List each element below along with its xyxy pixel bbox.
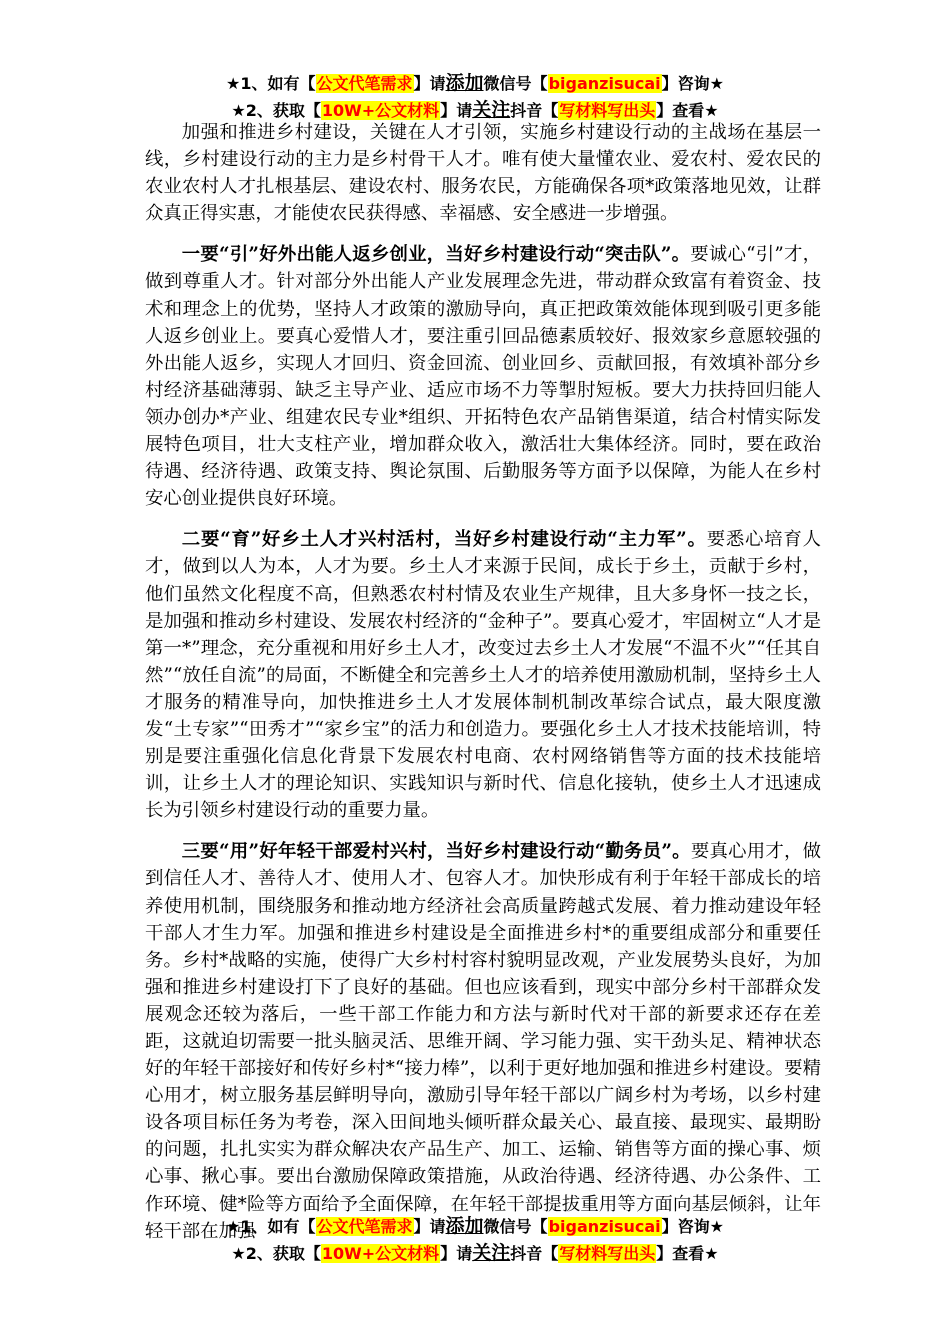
- promo-text: 】咨询★: [661, 74, 724, 93]
- promo-line-1: [0, 70, 950, 97]
- promo-text: ★2、获取【: [231, 1244, 321, 1263]
- promo-highlight-materials: 10W+公文材料: [321, 101, 440, 120]
- promo-text: 抖音【: [510, 1244, 559, 1263]
- promo-text: 】请: [413, 1217, 446, 1236]
- promo-underlined-word: 关注: [472, 1242, 511, 1264]
- section-heading-1: 一要“引”好外出能人返乡创业，当好乡村建设行动“突击队”。: [181, 244, 691, 266]
- promo-highlight-service: 公文代笔需求: [316, 1217, 413, 1236]
- promo-line-2: [0, 1240, 950, 1267]
- promo-text: 】咨询★: [661, 1217, 724, 1236]
- promo-text: 】查看★: [656, 101, 719, 120]
- promo-underlined-word: 关注: [472, 99, 511, 121]
- promo-text: ★1、如有【: [226, 1217, 316, 1236]
- section-heading-3: 三要“用”好年轻干部爱村兴村，当好乡村建设行动“勤务员”。: [181, 841, 691, 863]
- promo-text: 】请: [440, 1244, 473, 1263]
- paragraph-text: 要真心用才，做到信任人才、善待人才、使用人才、包容人才。加快形成有利于年轻干部成长的培养使用机制，围绕服务和推动地方经济社会高质量跨越式发展、着力推动建设年轻干部人才生力军。加强和推进乡村建设是全面推进乡村*的重要组成部分和重要任务。乡村*战略的实施，使得广大乡村村容村貌明显改观，产业发展势头良好，为加强和推进乡村建设打下了良好的基础。但也应该看到，现实中部分乡村干部群众发展观念还较为落后，一些干部工作能力和方法与新时代对干部的新要求还存在差距，这就迫切需要一批头脑灵活、思维开阔、学习能力强、实干劲头足、精神状态好的年轻干部接好和传好乡村*“接力棒”，以利于更好地加强和推进乡村建设。要精心用才，树立服务基层鲜明导向，激励引导年轻干部以广阔乡村为考场，以乡村建设各项目标任务为考卷，深入田间地头倾听群众最关心、最直接、最现实、最期盼的问题，扎扎实实为群众解决农产品生产、加工、运输、销售等方面的操心事、烦心事、揪心事。要出台激励保障政策措施，从政治待遇、经济待遇、办公条件、工作环境、健*险等方面给予全面保障，在年轻干部提拔重用等方面向基层倾斜，让年轻干部在加强: [145, 841, 821, 1242]
- paragraph-text: 加强和推进乡村建设，关键在人才引领，实施乡村建设行动的主战场在基层一线，乡村建设行动的主力是乡村骨干人才。唯有使大量懂农业、爱农村、爱农民的农业农村人才扎根基层、建设农村、服务农民，方能确保各项*政策落地见效，让群众真正得实惠，才能使农民获得感、幸福感、安全感进一步增强。: [145, 122, 821, 225]
- promo-text: 】查看★: [656, 1244, 719, 1263]
- paragraph-text: 要诚心“引”才，做到尊重人才。针对部分外出能人产业发展理念先进，带动群众致富有着资金、技术和理念上的优势，坚持人才政策的激励导向，真正把政策效能体现到吸引更多能人返乡创业上。要真心爱惜人才，要注重引回品德素质较好、报效家乡意愿较强的外出能人返乡，实现人才回归、资金回流、创业回乡、贡献回报，有效填补部分乡村经济基础薄弱、缺乏主导产业、适应市场不力等掣肘短板。要大力扶持回归能人领办创办*产业、组建农民专业*组织、开拓特色农产品销售渠道，结合村情实际发展特色项目，壮大支柱产业，增加群众收入，激活壮大集体经济。同时，要在政治待遇、经济待遇、政策支持、舆论氛围、后勤服务等方面予以保障，为能人在乡村安心创业提供良好环境。: [145, 244, 821, 510]
- promo-highlight-wechat-id: biganzisucai: [548, 74, 661, 93]
- promo-text: ★1、如有【: [226, 74, 316, 93]
- promo-highlight-douyin-account: 写材料写出头: [559, 1244, 656, 1263]
- promo-text: 】请: [413, 74, 446, 93]
- promo-text: 】请: [440, 101, 473, 120]
- promo-text: 抖音【: [510, 101, 559, 120]
- section-paragraph-1: [145, 241, 821, 512]
- promo-underlined-word: 添加: [445, 1215, 484, 1237]
- promo-line-1: [0, 1213, 950, 1240]
- paragraph-text: 要悉心培育人才，做到以人为本，人才为要。乡土人才来源于民间，成长于乡土，贡献于乡村，他们虽然文化程度不高，但熟悉农村村情及农业生产规律，且大多身怀一技之长，是加强和推动乡村建设、发展农村经济的“金种子”。要真心爱才，牢固树立“人才是第一*”理念，充分重视和用好乡土人才，改变过去乡土人才发展“不温不火”“任其自然”“放任自流”的局面，不断健全和完善乡土人才的培养使用激励机制，坚持乡土人才服务的精准导向，加快推进乡土人才发展体制机制改革综合试点，最大限度激发“土专家”“田秀才”“家乡宝”的活力和创造力。要强化乡土人才技术技能培训，特别是要注重强化信息化背景下发展农村电商、农村网络销售等方面的技术技能培训，让乡土人才的理论知识、实践知识与新时代、信息化接轨，使乡土人才迅速成长为引领乡村建设行动的重要力量。: [145, 529, 821, 822]
- footer-promo-banner: [0, 1213, 950, 1267]
- promo-underlined-word: 添加: [445, 72, 484, 94]
- promo-highlight-service: 公文代笔需求: [316, 74, 413, 93]
- section-paragraph-2: [145, 526, 821, 824]
- promo-highlight-wechat-id: biganzisucai: [548, 1217, 661, 1236]
- promo-highlight-materials: 10W+公文材料: [321, 1244, 440, 1263]
- section-heading-2: 二要“育”好乡土人才兴村活村，当好乡村建设行动“主力军”。: [181, 529, 707, 551]
- promo-text: ★2、获取【: [231, 101, 321, 120]
- promo-text: 微信号【: [483, 1217, 548, 1236]
- header-promo-banner: [0, 70, 950, 124]
- promo-highlight-douyin-account: 写材料写出头: [559, 101, 656, 120]
- promo-text: 微信号【: [483, 74, 548, 93]
- intro-paragraph: [145, 119, 821, 227]
